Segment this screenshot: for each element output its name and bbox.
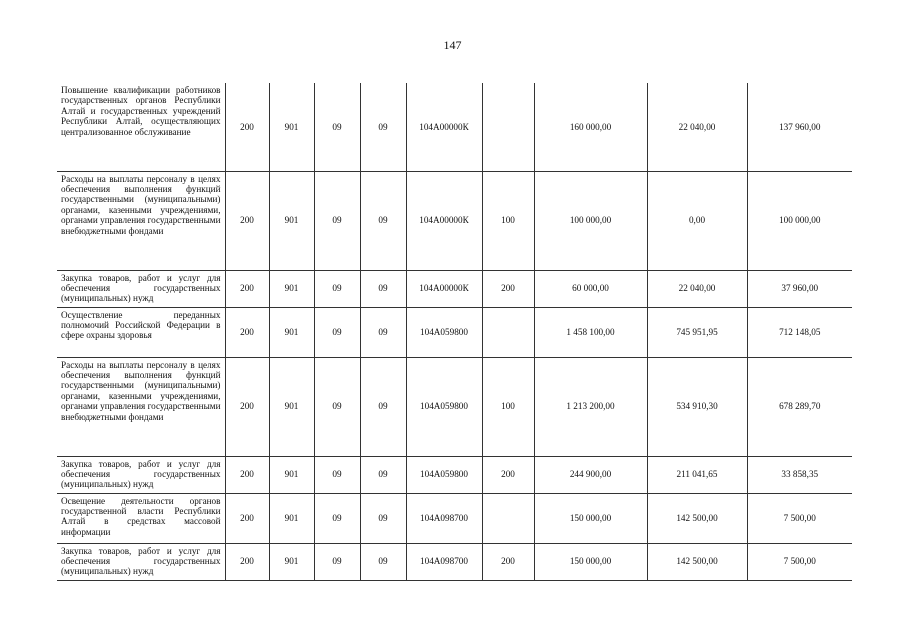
table-row	[57, 171, 852, 270]
row-col1-cell: 200	[225, 171, 269, 270]
table-row	[57, 493, 852, 543]
row-name-cell: Закупка товаров, работ и услуг для обеспечения государственных (муниципальных) нужд	[57, 270, 225, 307]
row-vr-cell	[482, 493, 534, 543]
row-amount1-cell: 244 900,00	[534, 456, 647, 493]
row-code-cell: 104А098700	[406, 543, 482, 580]
row-col4-cell: 09	[360, 171, 406, 270]
row-name-cell: Расходы на выплаты персоналу в целях обеспечения выполнения функций государственными (муниципальными) органами, казенными учреждениями, органами управления государственными внебюджетными фондами	[57, 171, 225, 270]
row-name-cell: Осуществление переданных полномочий Российской Федерации в сфере охраны здоровья	[57, 307, 225, 357]
row-name-cell: Освещение деятельности органов государственной власти Республики Алтай в средствах массовой информации	[57, 493, 225, 543]
row-col2-cell: 901	[269, 83, 314, 171]
row-vr-cell	[482, 83, 534, 171]
row-col4-cell: 09	[360, 456, 406, 493]
row-amount2-cell: 211 041,65	[647, 456, 747, 493]
row-col1-cell: 200	[225, 83, 269, 171]
row-amount3-cell: 7 500,00	[747, 493, 852, 543]
row-vr-cell: 100	[482, 357, 534, 456]
row-col2-cell: 901	[269, 171, 314, 270]
row-col3-cell: 09	[314, 171, 360, 270]
row-amount2-cell: 22 040,00	[647, 83, 747, 171]
table-row	[57, 270, 852, 307]
row-amount2-cell: 745 951,95	[647, 307, 747, 357]
table-row	[57, 543, 852, 580]
row-name-cell: Закупка товаров, работ и услуг для обеспечения государственных (муниципальных) нужд	[57, 456, 225, 493]
row-name-cell: Повышение квалификации работников государственных органов Республики Алтай и государственных учреждений Республики Алтай, осуществляющих централизованное обслуживание	[57, 83, 225, 171]
row-col4-cell: 09	[360, 493, 406, 543]
budget-table	[57, 83, 852, 581]
row-col4-cell: 09	[360, 307, 406, 357]
row-vr-cell	[482, 307, 534, 357]
row-code-cell: 104А00000К	[406, 83, 482, 171]
row-col4-cell: 09	[360, 270, 406, 307]
row-code-cell: 104А059800	[406, 307, 482, 357]
row-col3-cell: 09	[314, 456, 360, 493]
row-col2-cell: 901	[269, 270, 314, 307]
row-col2-cell: 901	[269, 493, 314, 543]
row-code-cell: 104А00000К	[406, 171, 482, 270]
row-amount1-cell: 1 213 200,00	[534, 357, 647, 456]
row-col1-cell: 200	[225, 270, 269, 307]
row-amount2-cell: 0,00	[647, 171, 747, 270]
row-col1-cell: 200	[225, 493, 269, 543]
row-amount2-cell: 534 910,30	[647, 357, 747, 456]
table-row	[57, 83, 852, 171]
row-col3-cell: 09	[314, 307, 360, 357]
row-amount1-cell: 1 458 100,00	[534, 307, 647, 357]
row-amount3-cell: 7 500,00	[747, 543, 852, 580]
row-col3-cell: 09	[314, 543, 360, 580]
page-number: 147	[443, 38, 462, 52]
row-col1-cell: 200	[225, 543, 269, 580]
row-col2-cell: 901	[269, 543, 314, 580]
row-col4-cell: 09	[360, 83, 406, 171]
table-row	[57, 307, 852, 357]
row-name-cell: Закупка товаров, работ и услуг для обеспечения государственных (муниципальных) нужд	[57, 543, 225, 580]
row-amount1-cell: 150 000,00	[534, 543, 647, 580]
row-amount2-cell: 22 040,00	[647, 270, 747, 307]
row-col3-cell: 09	[314, 83, 360, 171]
row-amount3-cell: 712 148,05	[747, 307, 852, 357]
row-amount1-cell: 160 000,00	[534, 83, 647, 171]
row-code-cell: 104А00000К	[406, 270, 482, 307]
row-code-cell: 104А098700	[406, 493, 482, 543]
budget-table-body	[57, 83, 852, 580]
row-col2-cell: 901	[269, 307, 314, 357]
row-vr-cell: 100	[482, 171, 534, 270]
row-vr-cell: 200	[482, 456, 534, 493]
row-col1-cell: 200	[225, 456, 269, 493]
row-col2-cell: 901	[269, 456, 314, 493]
table-row	[57, 357, 852, 456]
row-amount1-cell: 150 000,00	[534, 493, 647, 543]
row-col3-cell: 09	[314, 493, 360, 543]
row-col1-cell: 200	[225, 307, 269, 357]
row-code-cell: 104А059800	[406, 456, 482, 493]
row-amount3-cell: 100 000,00	[747, 171, 852, 270]
row-amount1-cell: 60 000,00	[534, 270, 647, 307]
row-amount1-cell: 100 000,00	[534, 171, 647, 270]
row-vr-cell: 200	[482, 270, 534, 307]
row-col2-cell: 901	[269, 357, 314, 456]
row-amount2-cell: 142 500,00	[647, 543, 747, 580]
row-code-cell: 104А059800	[406, 357, 482, 456]
table-row	[57, 456, 852, 493]
row-col4-cell: 09	[360, 543, 406, 580]
row-amount2-cell: 142 500,00	[647, 493, 747, 543]
row-amount3-cell: 33 858,35	[747, 456, 852, 493]
row-col3-cell: 09	[314, 270, 360, 307]
row-col3-cell: 09	[314, 357, 360, 456]
row-col4-cell: 09	[360, 357, 406, 456]
row-vr-cell: 200	[482, 543, 534, 580]
row-col1-cell: 200	[225, 357, 269, 456]
row-amount3-cell: 37 960,00	[747, 270, 852, 307]
row-amount3-cell: 678 289,70	[747, 357, 852, 456]
row-amount3-cell: 137 960,00	[747, 83, 852, 171]
row-name-cell: Расходы на выплаты персоналу в целях обеспечения выполнения функций государственными (муниципальными) органами, казенными учреждениями, органами управления государственными внебюджетными фондами	[57, 357, 225, 456]
